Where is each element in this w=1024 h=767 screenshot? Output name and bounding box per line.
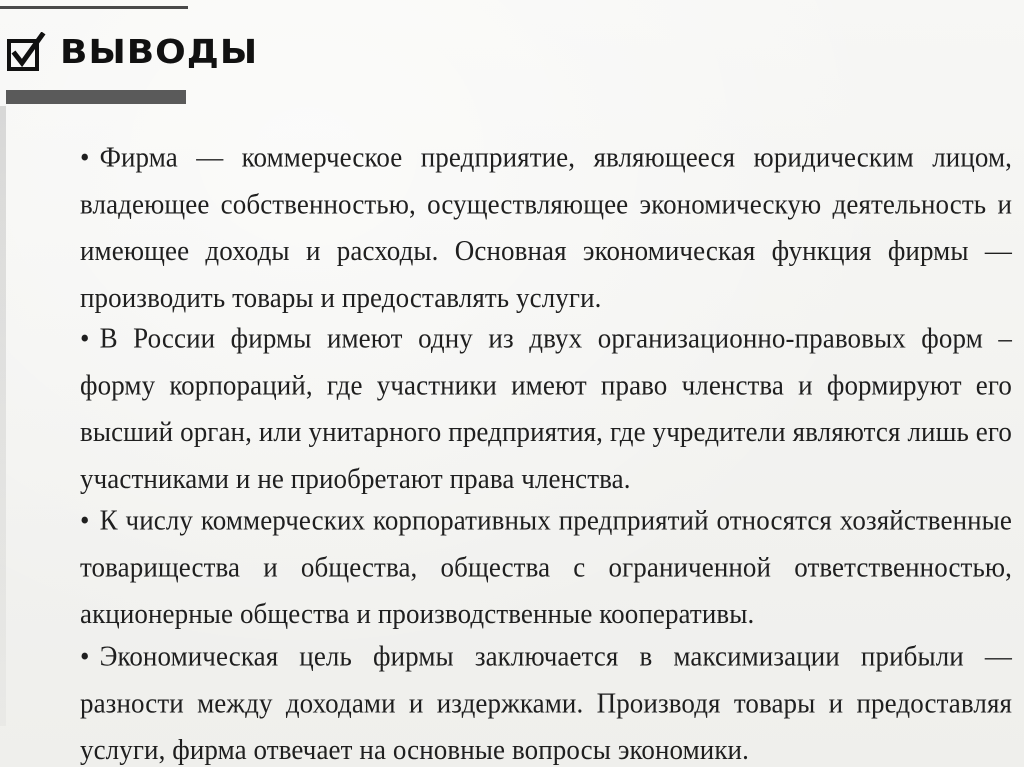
header-underline-bar [6,90,186,104]
bullet-icon: • [80,141,90,173]
conclusion-paragraph [80,633,1012,767]
section-title: ВЫВОДЫ [60,33,259,71]
section-header [6,16,258,88]
checkbox-checked-icon [6,32,46,72]
paragraph-text: К числу коммерческих корпоративных предприятий относятся хозяйственные товарищества и общества, общества с ограниченной ответственностью, акционерные общества и производственные кооперативы. [80,504,1012,630]
paragraph-text: В России фирмы имеют одну из двух организационно-правовых форм – форму корпораций, где участники имеют право членства и формируют его высший орган, или унитарного предприятия, где учредители являются лишь его участниками и не приобретают права членства. [80,322,1012,495]
paragraph-text: Экономическая цель фирмы заключается в максимизации прибыли — разности между доходами и издержками. Производя товары и предоставляя услуги, фирма отвечает на основные вопросы экономики. [80,640,1012,766]
paragraph-text: Фирма — коммерческое предприятие, являющееся юридическим лицом, владеющее собственностью, осуществляющее экономическую деятельность и имеющее доходы и расходы. Основная экономическая функция фирмы — производить товары и предоставлять услуги. [80,141,1012,314]
bullet-icon: • [80,640,90,672]
conclusion-paragraph [80,497,1012,637]
bullet-icon: • [80,322,90,354]
bullet-icon: • [80,504,90,536]
page-margin-shade [0,106,6,726]
conclusion-paragraph [80,134,1012,321]
conclusion-paragraph [80,315,1012,502]
conclusions-body [80,138,1012,767]
top-rule [0,6,188,9]
